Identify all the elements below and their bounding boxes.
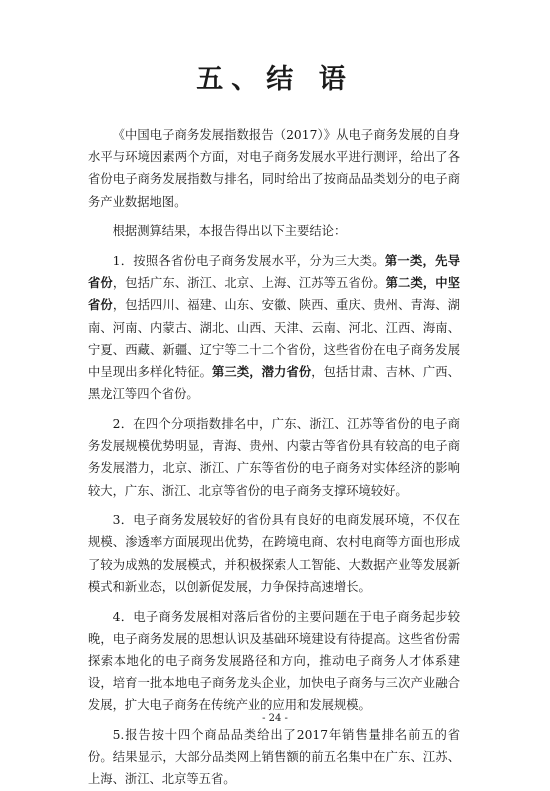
- paragraph-conclusion-3: 3．电子商务发展较好的省份具有良好的电商发展环境，不仅在规模、渗透率方面展现出优势，在跨境电商、农村电商等方面也形成了较为成熟的发展模式，并积极探索人工智能、大数据产业等发展新模式和新业态，以创新促发展，力争保持高速增长。: [88, 513, 460, 594]
- category-3-text: ，包括甘肃、吉林、广西、黑龙江等四个省份。: [88, 365, 460, 402]
- section-title: 五、结 语: [196, 64, 354, 95]
- body-text: [88, 124, 460, 791]
- paragraph-lead: 根据测算结果，本报告得出以下主要结论：: [112, 224, 347, 239]
- category-2-text: ，包括四川、福建、山东、安徽、陕西、重庆、贵州、青海、湖南、河南、内蒙古、湖北、山西、天津、云南、河北、江西、海南、宁夏、西藏、新疆、辽宁等二十二个省份，这些省份在电子商务发展中呈现出多样化特征。: [88, 298, 460, 380]
- paragraph-intro: 《中国电子商务发展指数报告（2017）》从电子商务发展的自身水平与环境因素两个方面，对电子商务发展水平进行测评，给出了各省份电子商务发展指数与排名，同时给出了按商品品类划分的电子商务产业数据地图。: [88, 128, 460, 209]
- paragraph-conclusion-4: 4．电子商务发展相对落后省份的主要问题在于电子商务起步较晚，电子商务发展的思想认识及基础环境建设有待提高。这些省份需探索本地化的电子商务发展路径和方向，推动电子商务人才体系建设，培育一批本地电子商务龙头企业，加快电子商务与三次产业融合发展，扩大电子商务在传统产业的应用和发展规模。: [88, 609, 460, 713]
- conclusion-1-text: 1．按照各省份电子商务发展水平，分为三大类。: [112, 254, 385, 269]
- paragraph-conclusion-1: [88, 250, 460, 405]
- paragraph-conclusion-2: 2．在四个分项指数排名中，广东、浙江、江苏等省份的电子商务发展规模优势明显，青海、贵州、内蒙古等省份具有较高的电子商务发展潜力，北京、浙江、广东等省份的电子商务对实体经济的影响较大，广东、浙江、北京等省份的电子商务支撑环境较好。: [88, 416, 460, 498]
- category-2-label: 第二类，中坚省份: [88, 276, 460, 313]
- paragraph-conclusion-5: 5.报告按十四个商品品类给出了2017年销售量排名前五的省份。结果显示，大部分品类网上销售额的前五名集中在广东、江苏、上海、浙江、北京等五省。: [88, 728, 460, 787]
- category-1-text: ，包括广东、浙江、北京、上海、江苏等五省份。: [112, 276, 386, 291]
- page-number: - 24 -: [262, 713, 288, 724]
- category-3-label: 第三类，潜力省份: [212, 365, 312, 380]
- category-1-label: 第一类，先导省份: [88, 254, 460, 291]
